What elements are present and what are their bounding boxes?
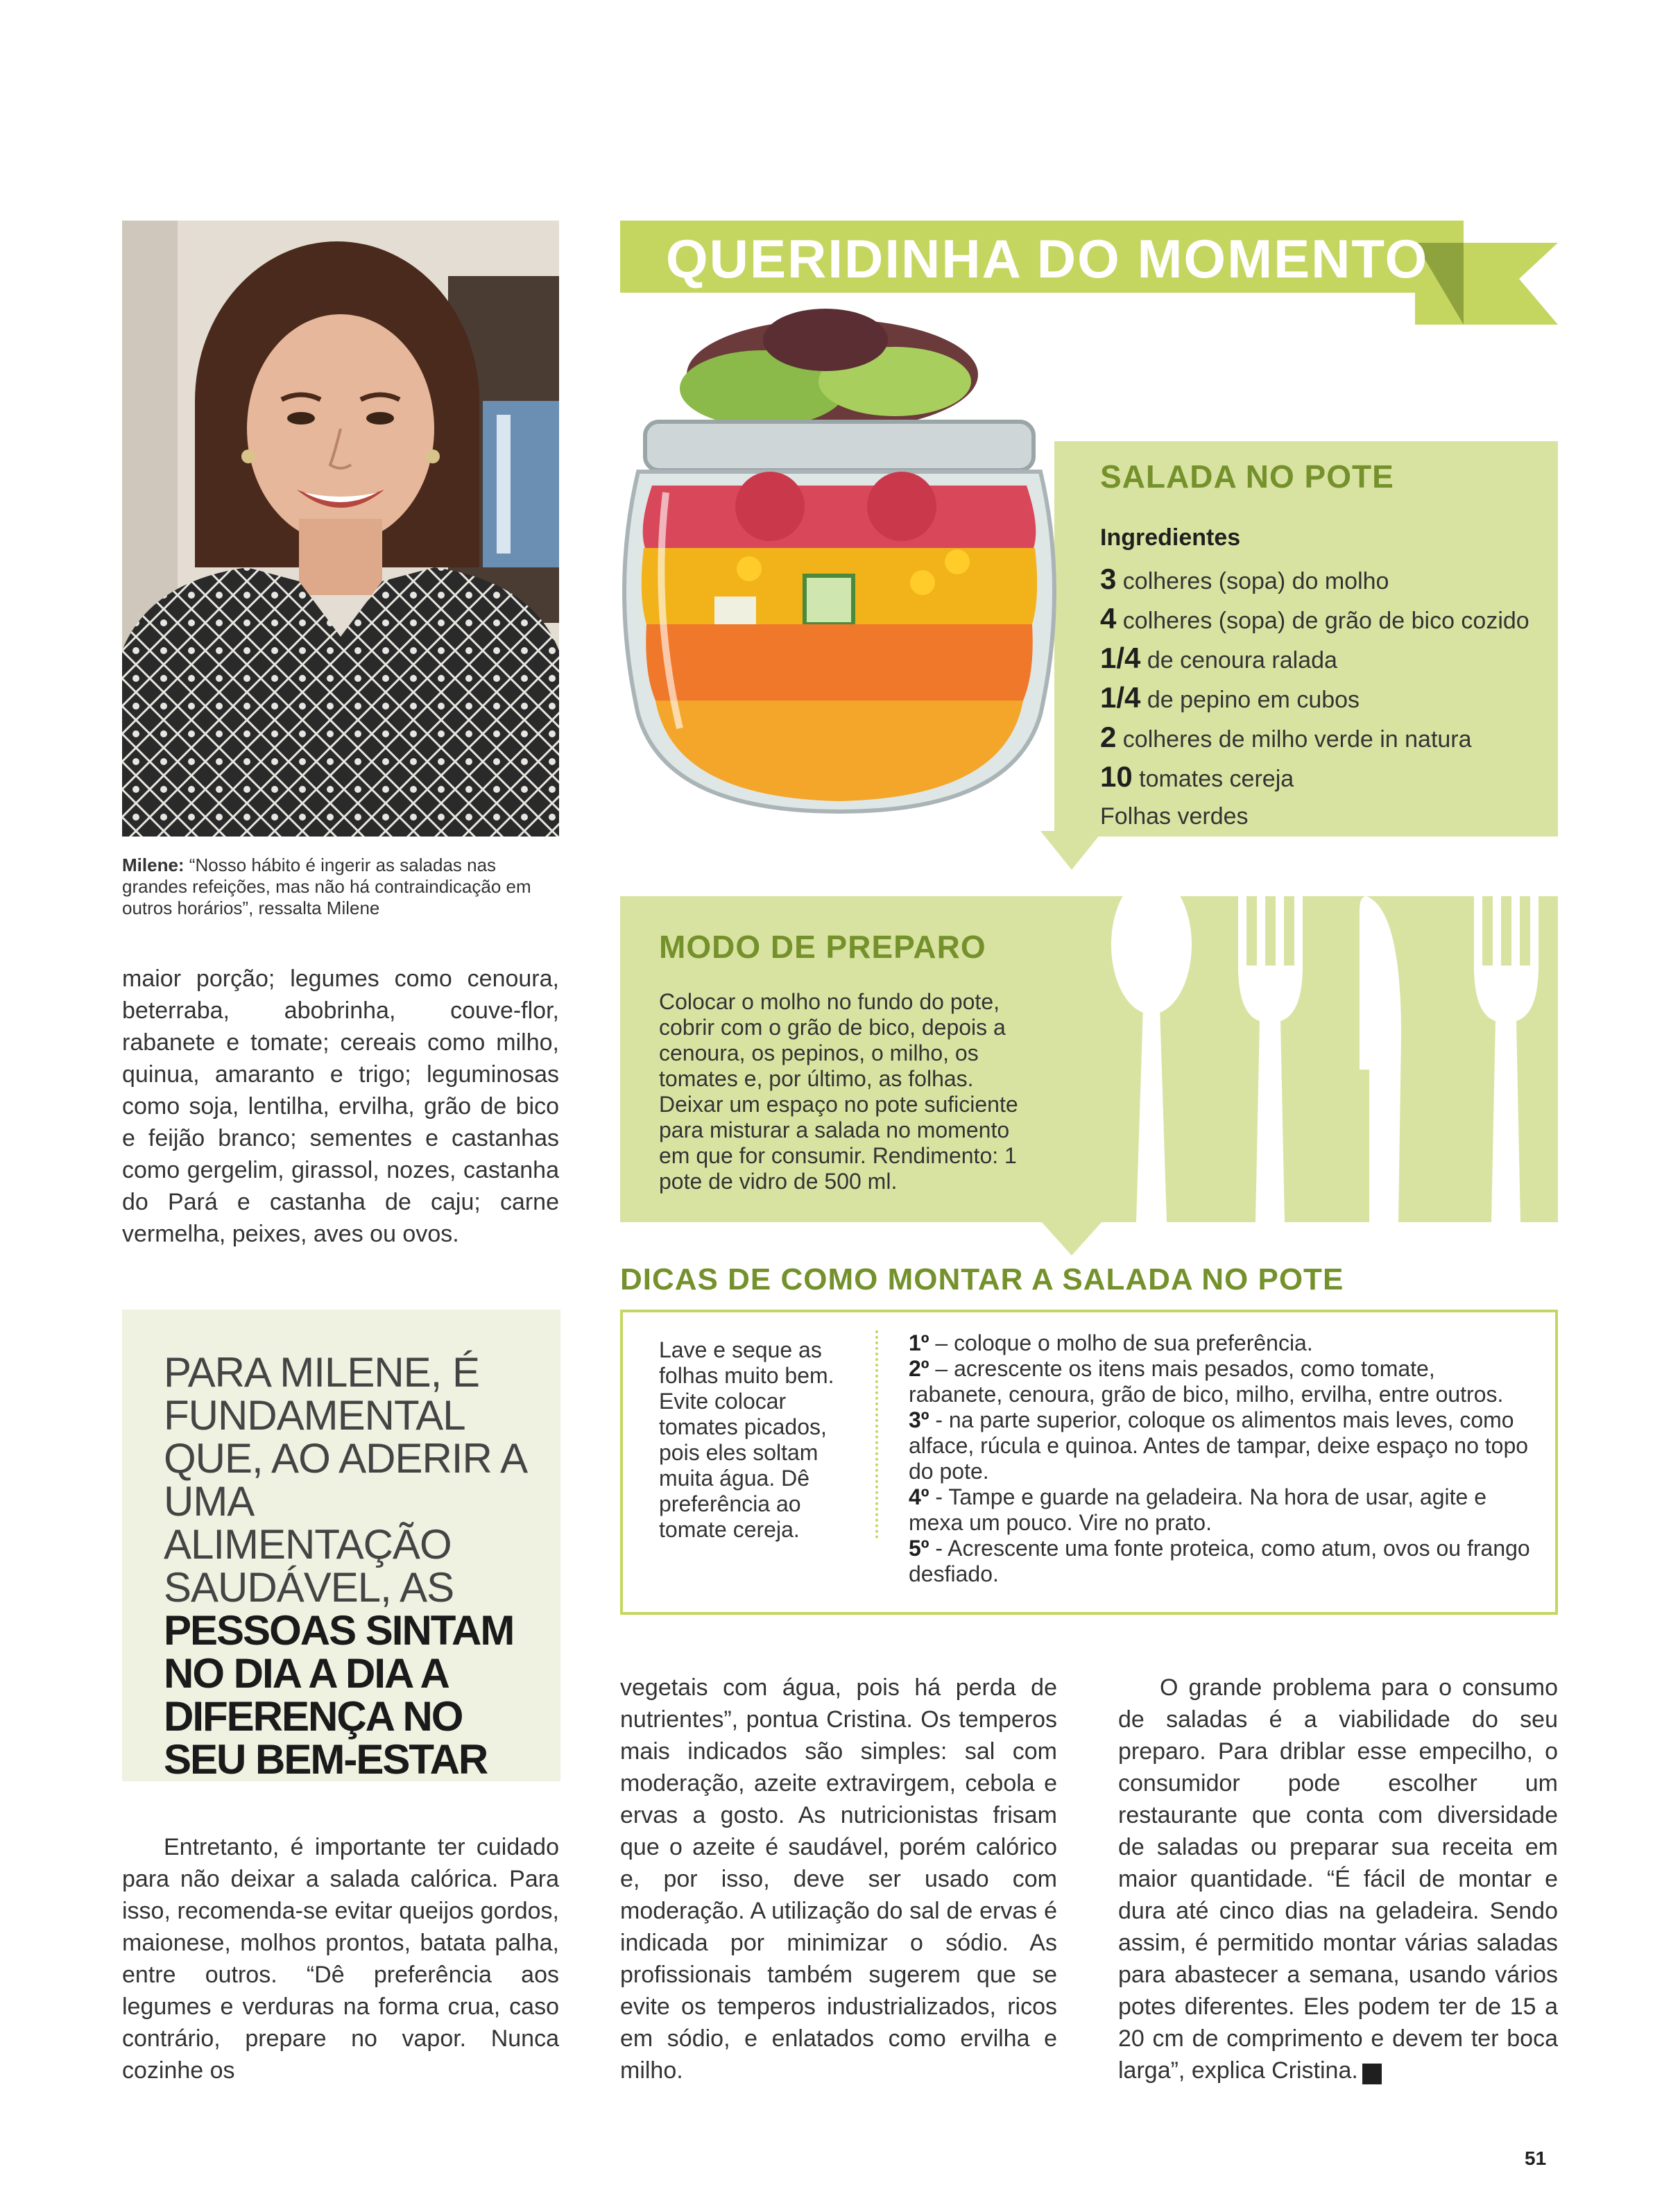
ingredient-text: Folhas verdes (1100, 803, 1249, 830)
ingredient-text: colheres (sopa) do molho (1116, 568, 1389, 594)
step-number: 4º (909, 1484, 929, 1509)
knife-icon (1360, 896, 1401, 1222)
dicas-step (909, 1407, 1533, 1484)
fork-icon (1474, 896, 1538, 1222)
ingredient-item (1100, 679, 1529, 719)
step-text: - Acrescente uma fonte proteica, como atum, ovos ou frango desfiado. (909, 1536, 1530, 1586)
ingredient-text: colheres de milho verde in natura (1116, 726, 1472, 753)
step-number: 1º (909, 1330, 929, 1355)
ingredient-qty: 4 (1100, 602, 1117, 635)
portrait-illustration (122, 221, 559, 837)
preparo-text: Colocar o molho no fundo do pote, cobrir com o grão de bico, depois a cenoura, os pepinos, o milho, os tomates e, por último, as folhas. Deixar um espaço no pote suficiente para misturar a salada no momento em que for consumir. Rendimento: 1 pote de vidro de 500 ml. (659, 989, 1018, 1194)
ingredient-text: de cenoura ralada (1140, 647, 1337, 674)
dicas-step (909, 1536, 1533, 1587)
cutlery-illustration (1103, 896, 1558, 1222)
dicas-steps-list (909, 1330, 1533, 1587)
banner-ribbon-tail-icon (1415, 243, 1558, 325)
dicas-title: DICAS DE COMO MONTAR A SALADA NO POTE (620, 1262, 1344, 1296)
step-number: 5º (909, 1536, 929, 1561)
ingredient-text: de pepino em cubos (1140, 687, 1360, 713)
ingredient-qty: 1/4 (1100, 642, 1141, 674)
column3-paragraph (1118, 1672, 1558, 2086)
ingredient-item (1100, 719, 1529, 758)
column1-bottom-paragraph: Entretanto, é importante ter cuidado para não deixar a salada calórica. Para isso, recomenda-se evitar queijos gordos, maionese, molhos prontos, batata palha, entre outros. “Dê preferência aos legumes e verduras na forma crua, caso contrário, prepare no vapor. Nunca cozinhe os (122, 1834, 559, 2084)
ingredient-item (1100, 560, 1529, 600)
fork-icon (1238, 896, 1303, 1222)
dicas-step (909, 1356, 1533, 1407)
ingredient-qty: 10 (1100, 760, 1133, 793)
salad-jar-image (597, 298, 1082, 853)
dicas-step (909, 1484, 1533, 1536)
page-number: 51 (1525, 2147, 1547, 2169)
step-number: 3º (909, 1407, 929, 1432)
ingredient-qty: 1/4 (1100, 681, 1141, 714)
portrait-photo (122, 221, 559, 837)
column2-text (620, 1672, 1057, 2086)
spoon-icon (1111, 896, 1192, 1222)
pull-quote (122, 1310, 560, 1781)
column3-paragraph-text: O grande problema para o consumo de saladas é a viabilidade do seu preparo. Para driblar esse empecilho, o consumidor pode escolher um restaurante que conta com diversidade de saladas ou preparar sua receita em maior quantidade. “É fácil de montar e dura até cinco dias na geladeira. Sendo assim, é permitido montar várias saladas para abastecer a semana, usando vários potes diferentes. Eles podem ter de 15 a 20 cm de comprimento e devem ter boca larga”, explica Cristina. (1118, 1674, 1558, 2084)
ingredient-qty: 3 (1100, 563, 1117, 595)
step-text: – acrescente os itens mais pesados, como tomate, rabanete, cenoura, grão de bico, milho, ervilha, entre outros. (909, 1356, 1504, 1407)
ingredients-list (1100, 560, 1529, 835)
dicas-divider (875, 1330, 878, 1538)
salad-jar-icon (597, 298, 1082, 853)
end-of-article-mark: r (1362, 2064, 1382, 2084)
caption-speaker: Milene: (122, 855, 185, 875)
column1-top-paragraph: maior porção; legumes como cenoura, beterraba, abobrinha, couve-flor, rabanete e tomate; cereais como milho, quinua, amaranto e trigo; leguminosas como soja, lentilha, ervilha, grão de bico e feijão branco; sementes e castanhas como gergelim, girassol, nozes, castanha do Pará e castanha de caju; carne vermelha, peixes, aves ou ovos. (122, 966, 559, 1247)
column2-paragraph: vegetais com água, pois há perda de nutrientes”, pontua Cristina. Os temperos mais indicados são simples: sal com moderação, azeite extravirgem, cebola e ervas a gosto. As nutricionistas frisam que o azeite é saudável, porém calórico e, por isso, deve ser usado com moderação. A utilização do sal de ervas é indicada por minimizar o sódio. As profissionais também sugerem que se evite os temperos industrializados, ricos em sódio, e enlatados como ervilha e milho. (620, 1674, 1057, 2084)
dicas-step (909, 1330, 1533, 1356)
step-text: – coloque o molho de sua preferência. (929, 1330, 1313, 1355)
dicas-tip-text: Lave e seque as folhas muito bem. Evite colocar tomates picados, pois eles soltam muita água. Dê preferência ao tomate cereja. (659, 1337, 834, 1542)
ingredient-item (1100, 798, 1529, 835)
column1-top-text (122, 963, 559, 1250)
preparo-box-pointer-icon (1040, 1221, 1103, 1255)
step-text: - Tampe e guarde na geladeira. Na hora de usar, agite e mexa um pouco. Vire no prato. (909, 1484, 1486, 1535)
ingredient-item (1100, 758, 1529, 798)
preparo-title: MODO DE PREPARO (659, 929, 986, 965)
banner-title: QUERIDINHA DO MOMENTO (666, 228, 1429, 289)
recipe-title: SALADA NO POTE (1100, 458, 1394, 495)
caption-text: “Nosso hábito é ingerir as saladas nas grandes refeições, mas não há contraindicação em outros horários”, ressalta Milene (122, 855, 531, 918)
column3-text (1118, 1672, 1558, 2086)
ingredient-item (1100, 600, 1529, 640)
cutlery-icon (1103, 896, 1558, 1222)
ingredients-label: Ingredientes (1100, 524, 1241, 551)
ingredient-text: colheres (sopa) de grão de bico cozido (1116, 608, 1529, 634)
column1-bottom-text (122, 1831, 559, 2086)
step-number: 2º (909, 1356, 929, 1381)
ingredient-text: tomates cereja (1132, 766, 1294, 792)
pull-quote-bold: PESSOAS SINTAM NO DIA A DIA A DIFERENÇA NO SEU BEM-ESTAR (164, 1607, 514, 1783)
ingredient-qty: 2 (1100, 721, 1117, 753)
ingredient-item (1100, 640, 1529, 679)
pull-quote-light: PARA MILENE, É FUNDAMENTAL QUE, AO ADERIR A UMA ALIMENTAÇÃO SAUDÁVEL, AS (164, 1349, 525, 1611)
photo-caption (122, 855, 566, 919)
step-text: - na parte superior, coloque os alimentos mais leves, como alface, rúcula e quinoa. Antes de tampar, deixe espaço no topo do pote. (909, 1407, 1529, 1484)
